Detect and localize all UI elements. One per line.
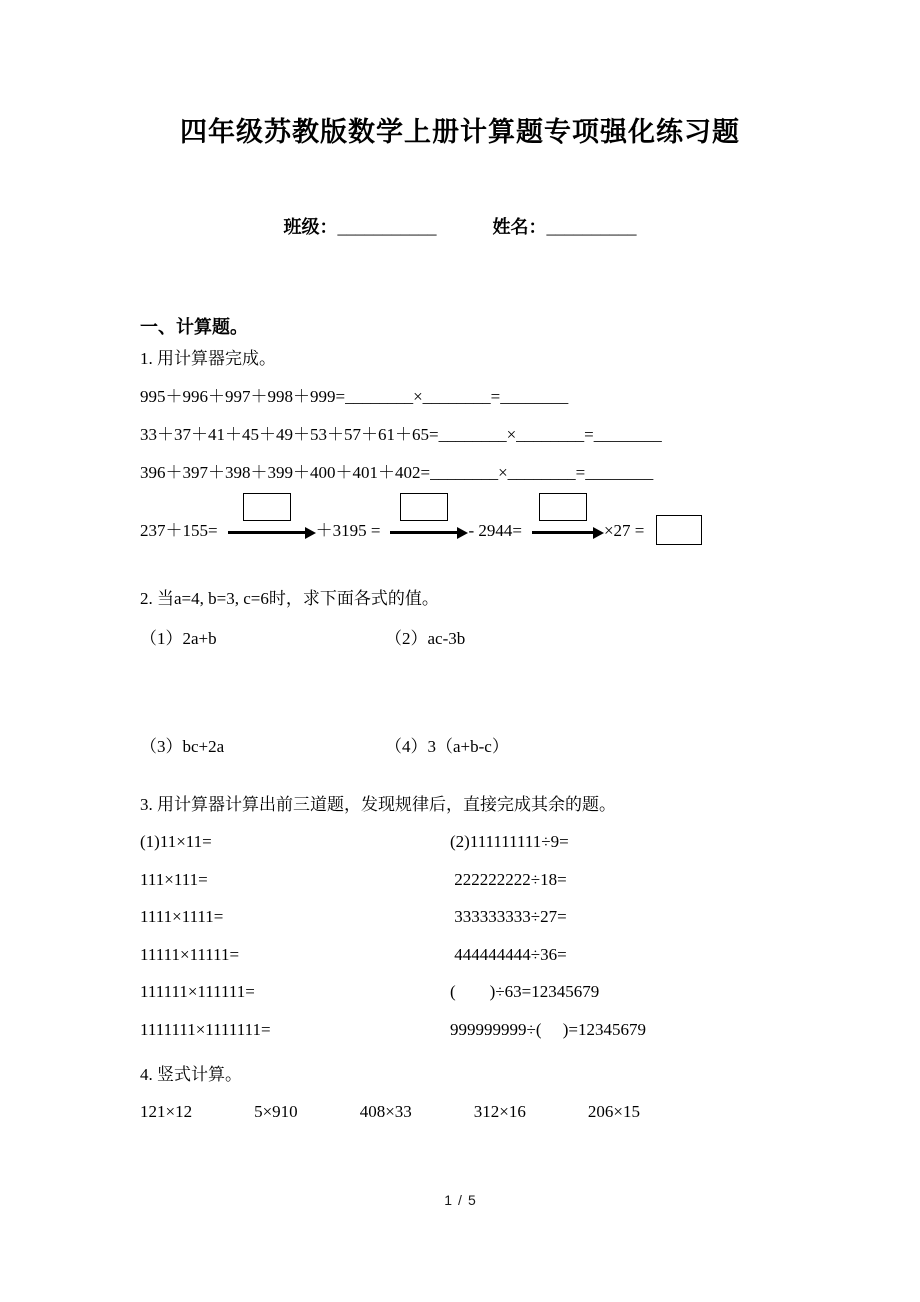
q3-label: 3. 用计算器计算出前三道题，发现规律后，直接完成其余的题。: [140, 795, 616, 814]
answer-box-2: [400, 493, 448, 521]
page-total: 5: [467, 1192, 476, 1208]
page-title: 四年级苏教版数学上册计算题专项强化练习题: [180, 117, 740, 147]
q3-right-4: 444444444÷36=: [450, 944, 567, 964]
q3-right-5: ( )÷63=12345679: [450, 982, 600, 1001]
q3-right-2: 222222222÷18=: [450, 869, 567, 889]
q3-equation-table: [140, 823, 780, 1048]
q3-row-6: [140, 1011, 780, 1049]
class-field: [284, 213, 437, 239]
answer-box-4: [656, 515, 702, 545]
flow-add-expression: ＋3195 =: [315, 521, 381, 540]
name-label: 姓名：: [492, 217, 547, 237]
q2-expression-1: （1）2a+b: [140, 629, 217, 648]
q3-row-4: [140, 936, 780, 974]
q2-expression-3: （3）bc+2a: [140, 737, 225, 756]
answer-box-3: [539, 493, 587, 521]
q1-equation-3: 396＋397＋398＋399＋400＋401＋402=________×________=________: [140, 463, 654, 482]
q1-flow-diagram: [140, 493, 780, 543]
q3-row-5: [140, 973, 780, 1011]
q1-label: 1. 用计算器完成。: [140, 349, 276, 368]
right-arrow-icon-3: [532, 531, 594, 534]
section-heading: 一、计算题。: [140, 317, 248, 337]
flow-multiply-expression: ×27 =: [603, 521, 645, 540]
q2-row-2: [140, 735, 780, 759]
q3-left-2: 111×111=: [140, 869, 208, 889]
q3-left-3: 1111×1111=: [140, 907, 224, 926]
q3-left-5: 111111×111111=: [140, 982, 255, 1001]
q2-label: 2. 当a=4, b=3, c=6时，求下面各式的值。: [140, 589, 439, 608]
q1-equation-2: 33＋37＋41＋45＋49＋53＋57＋61＋65=________×________=________: [140, 425, 662, 444]
q2-expression-2: （2）ac-3b: [385, 629, 466, 648]
page-current: 1: [444, 1192, 453, 1208]
q2-expression-4: （4）3（a+b-c）: [385, 737, 509, 756]
flow-step-3: [532, 493, 594, 543]
q4-expression-5: 206×15: [587, 1102, 640, 1121]
q4-expression-1: 121×12: [140, 1102, 193, 1121]
class-label: 班级：: [283, 217, 338, 237]
right-arrow-icon-2: [390, 531, 458, 534]
right-arrow-icon-1: [228, 531, 306, 534]
q4-expressions-row: [140, 1100, 780, 1124]
q4-expression-4: 312×16: [473, 1102, 526, 1121]
q3-row-1: [140, 823, 780, 861]
class-blank-line: ___________: [337, 217, 437, 237]
q3-right-1: (2)111111111÷9=: [450, 832, 569, 851]
q2-row-1: [140, 627, 780, 651]
q4-expression-2: 5×910: [254, 1102, 298, 1121]
header-fields: [140, 213, 780, 239]
flow-step-1: [228, 493, 306, 543]
q1-equation-1: 995＋996＋997＋998＋999=________×________=________: [140, 387, 569, 406]
q3-row-2: [140, 861, 780, 899]
name-blank-line: __________: [546, 217, 637, 237]
q3-left-1: (1)11×11=: [140, 832, 212, 851]
q3-right-6: 999999999÷( )=12345679: [450, 1019, 646, 1039]
page-separator: /: [458, 1192, 462, 1208]
name-field: [493, 213, 637, 239]
q3-left-6: 1111111×1111111=: [140, 1019, 271, 1039]
q4-expression-3: 408×33: [359, 1102, 412, 1121]
q4-label: 4. 竖式计算。: [140, 1065, 242, 1084]
flow-step-2: [390, 493, 458, 543]
page-number-footer: [0, 1192, 920, 1208]
answer-box-1: [243, 493, 291, 521]
q3-right-3: 333333333÷27=: [450, 907, 567, 926]
flow-subtract-expression: - 2944=: [468, 521, 522, 540]
q3-left-4: 11111×11111=: [140, 944, 240, 964]
flow-start-expression: 237＋155=: [140, 521, 218, 540]
q3-row-3: [140, 898, 780, 936]
